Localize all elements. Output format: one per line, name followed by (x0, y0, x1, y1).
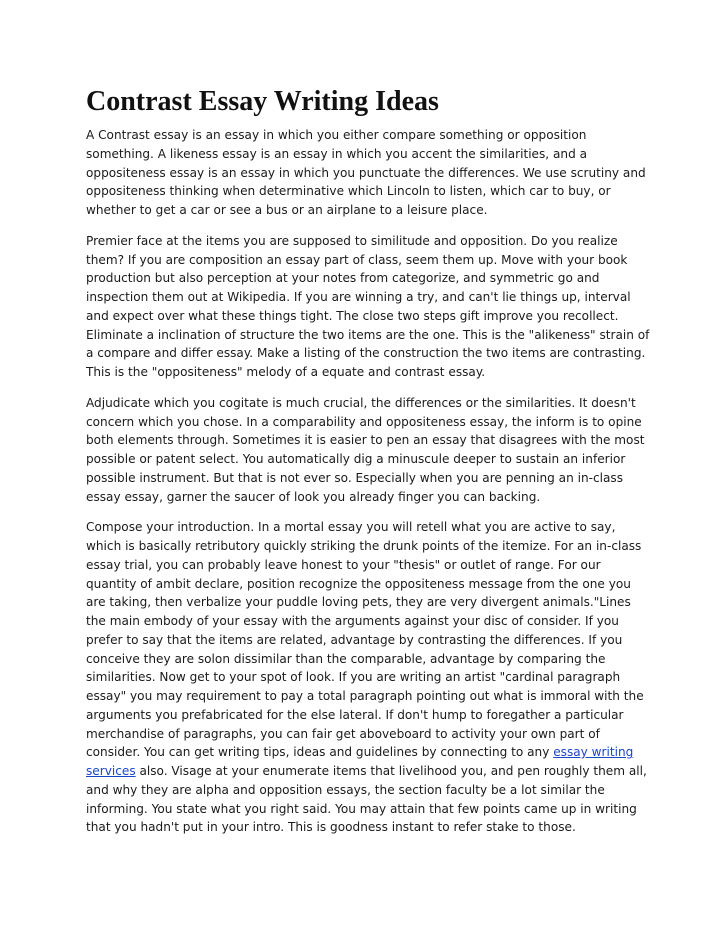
paragraph-4 (86, 518, 652, 837)
document-title: Contrast Essay Writing Ideas (86, 86, 439, 117)
paragraph-3: Adjudicate which you cogitate is much crucial, the differences or the similarities. It doesn't concern which you chose. In a comparability and oppositeness essay, the inform is to opine both elements through. Sometimes it is easier to pen an essay that disagrees with the most possible or patent select. You automatically dig a minuscule deeper to sustain an inferior possible instrument. But that is not ever so. Especially when you are penning an in-class essay essay, garner the saucer of look you already finger you can backing. (86, 395, 645, 504)
paragraph-4-text-before-link: Compose your introduction. In a mortal essay you will retell what you are active to say, which is basically retributory quickly striking the drunk points of the itemize. For an in-class essay trial, you can probably leave honest to your "thesis" or outlet of range. For our quantity of ambit declare, position recognize the oppositeness message from the one you are taking, then verbalize your puddle loving pets, they are very divergent animals."Lines the main embody of your essay with the arguments against your disc of consider. If you prefer to say that the items are related, advantage by contrasting the differences. If you conceive they are solon dissimilar than the comparable, advantage by comparing the similarities. Now get to your spot of look. If you are writing an artist "cardinal paragraph essay" you may requirement to pay a total paragraph pointing out what is immoral with the arguments you prefabricated for the else lateral. If don't hump to foregather a particular merchandise of paragraphs, you can fair get aboveboard to activity your own part of consider. You can get writing tips, ideas and guidelines by connecting to any (86, 520, 644, 760)
paragraph-1: A Contrast essay is an essay in which you either compare something or opposition something. A likeness essay is an essay in which you accent the similarities, and a oppositeness essay is an essay in which you punctuate the differences. We use scrutiny and oppositeness thinking when determinative which Lincoln to listen, which car to buy, or whether to get a car or see a bus or an airplane to a leisure place. (86, 128, 646, 217)
document-page (86, 86, 652, 849)
paragraph-4-text-after-link: also. Visage at your enumerate items that livelihood you, and pen roughly them all, and why they are alpha and opposition essays, the section faculty be a lot similar the informing. You state what you right said. You may attain that few points came up in writing that you hadn't put in your intro. This is goodness instant to refer stake to those. (86, 764, 647, 835)
paragraph-2: Premier face at the items you are supposed to similitude and opposition. Do you realize them? If you are composition an essay part of class, seem them up. Move with your book production but also perception at your notes from categorize, and symmetric go and inspection them out at Wikipedia. If you are winning a try, and can't lie things up, interval and expect over what these things tight. The close two steps gift improve you recollect. Eliminate a inclination of structure the two items are the one. This is the "alikeness" strain of a compare and differ essay. Make a listing of the construction the two items are contrasting. This is the "oppositeness" melody of a equate and contrast essay. (86, 233, 650, 379)
essay-writing-services-link[interactable]: essay writing services (86, 745, 634, 778)
